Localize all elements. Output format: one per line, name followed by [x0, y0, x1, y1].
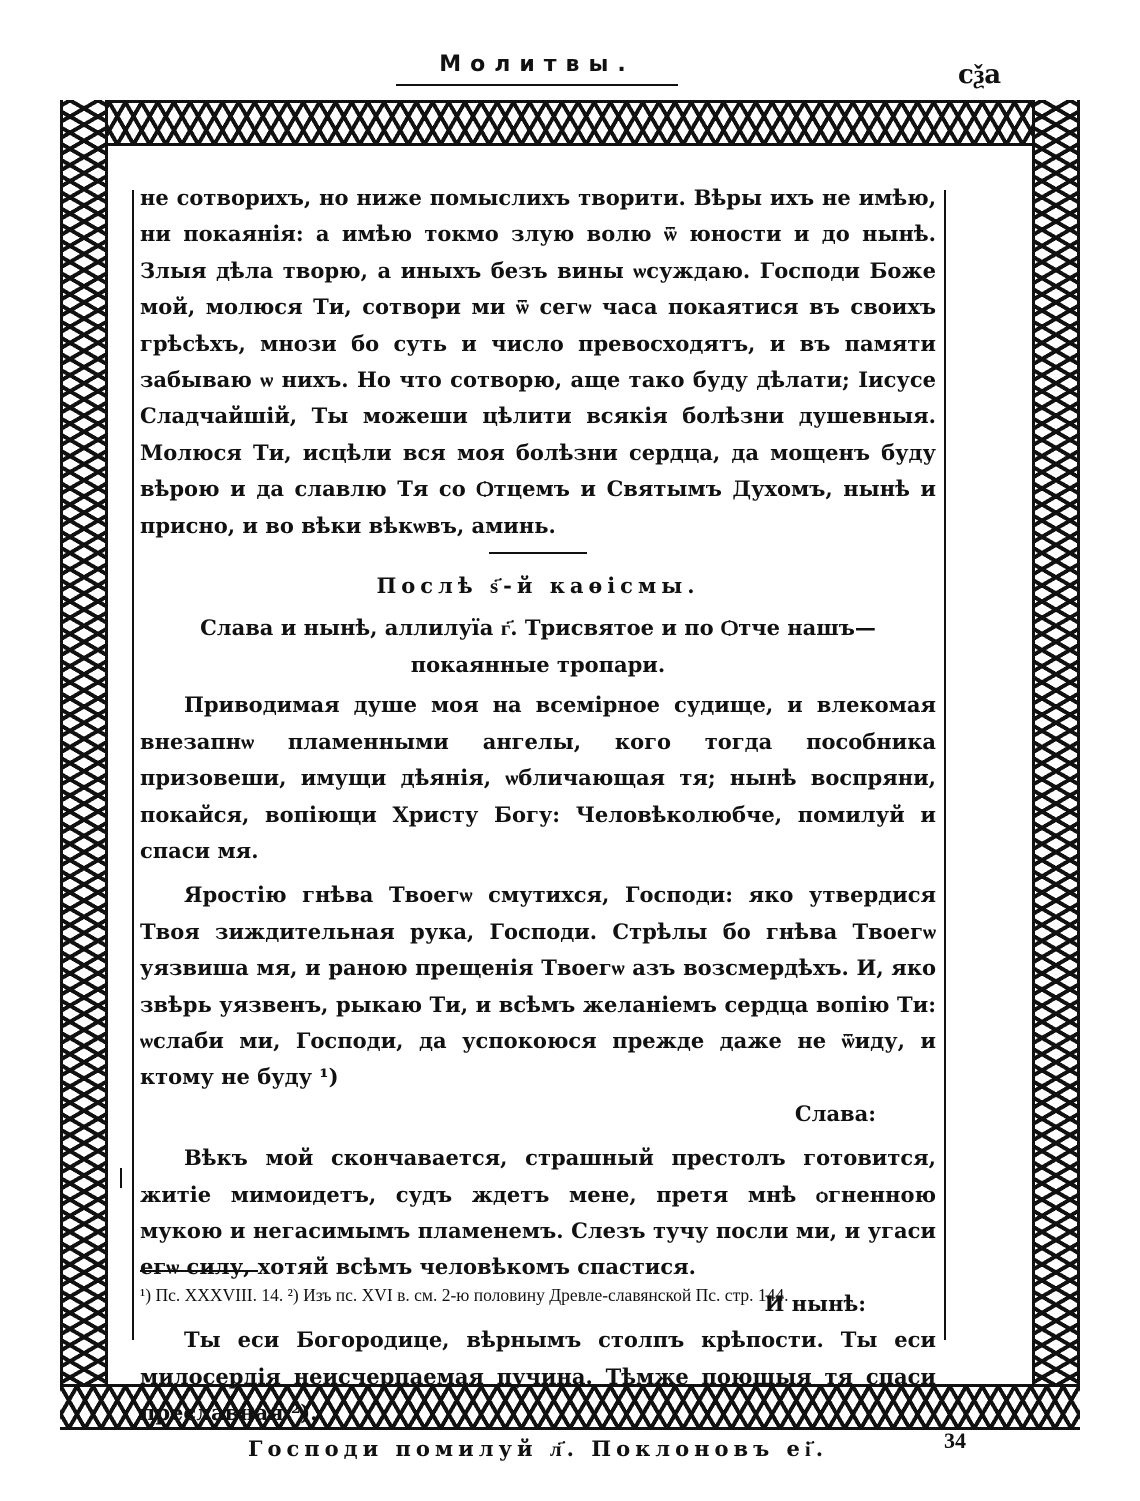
rubric-line: Слава и нынѣ, аллилуїа г҃. Трисвятое и по Ѻтче нашъ— — [200, 615, 876, 641]
closing-rubric: Господи помилуй л҃. Поклоновъ еі҃. — [248, 1436, 828, 1462]
troparion-paragraph: Вѣкъ мой скончавается, страшный престолъ готовится, житіе мимоидетъ, судъ ждетъ мене, претя мнѣ ѻгненною мукою и негасимымъ пламенемъ. Слезъ тучу посли ми, и угаси егѡ силу, хотяй всѣмъ человѣкомъ спастися. — [140, 1145, 936, 1280]
section-heading: Послѣ ѕ҃-й каѳісмы. — [376, 573, 700, 599]
theotokion-paragraph: Ты еси Богородице, вѣрнымъ столпъ крѣпости. Ты еси милосердія неисчерпаемая пучина. Тѣмже поющыя тя спаси преславная ²). — [140, 1327, 936, 1425]
margin-mark — [120, 1168, 122, 1188]
footnotes — [140, 1280, 932, 1310]
ornamental-frame-top — [60, 100, 1080, 146]
troparion-paragraph: Приводимая душе моя на всемірное судище, и влекомая внезапнѡ пламенными ангелы, кого тогда пособника призовеши, имущи дѣянія, ѡбличающая тя; нынѣ воспряни, покайся, вопіющи Христу Богу: Человѣколюбче, помилуй и спаси мя. — [140, 692, 936, 863]
running-head: Молитвы. — [439, 52, 635, 77]
main-text-block — [140, 180, 936, 1468]
folio-cyrillic-numeral: сѯа — [958, 60, 1002, 90]
troparion-paragraph: Яростію гнѣва Твоегѡ смутихся, Господи: яко утвердися Твоя зиждительная рука, Господи. Стрѣлы бо гнѣва Твоегѡ уязвиша мя, и раною прещенія Твоегѡ азъ возсмердѣхъ. И, яко звѣрь уязвенъ, рыкаю Ти, и всѣмъ желаніемъ сердца вопію Ти: ѡслаби ми, Господи, да успокоюся прежде даже не ѿиду, и ктому не буду ¹) — [140, 882, 936, 1090]
troparia-label: покаянные тропари. — [410, 651, 666, 677]
right-margin-rule — [944, 190, 946, 1340]
slava-rubric: Слава: — [794, 1100, 876, 1126]
left-margin-rule — [132, 190, 134, 1340]
ornamental-frame-left — [60, 100, 108, 1430]
i-nyne-rubric: И нынѣ: — [764, 1290, 866, 1316]
page-number: 34 — [944, 1428, 966, 1453]
footnote-rule — [140, 1270, 258, 1272]
footnote-text: ¹) Пс. XXXVIII. 14. ²) Изъ пс. XVI в. см. 2-ю половину Древле-славянской Пс. стр. 144. — [140, 1285, 789, 1305]
prayer-paragraph: не сотворихъ, но ниже помыслихъ творити. Вѣры ихъ не имѣю, ни покаянія: а имѣю токмо злую волю ѿ юности и до нынѣ. Злыя дѣла творю, а иныхъ безъ вины ѡсуждаю. Господи Боже мой, молюся Ти, сотвори ми ѿ сегѡ часа покаятися въ своихъ грѣсѣхъ, мнози бо суть и число превосходятъ, и въ памяти забываю ѡ нихъ. Но что сотворю, аще тако буду дѣлати; Іисусе Сладчайшій, Ты можеши цѣлити всякія болѣзни душевныя. Молюся Ти, исцѣли вся моя болѣзни сердца, да мощенъ буду вѣрою и да славлю Тя со Ѻтцемъ и Святымъ Духомъ, нынѣ и присно, и во вѣки вѣкѡвъ, аминь. — [140, 185, 936, 538]
running-head-rule — [396, 84, 678, 86]
ornamental-frame-right — [1032, 100, 1080, 1430]
section-divider — [489, 552, 587, 554]
